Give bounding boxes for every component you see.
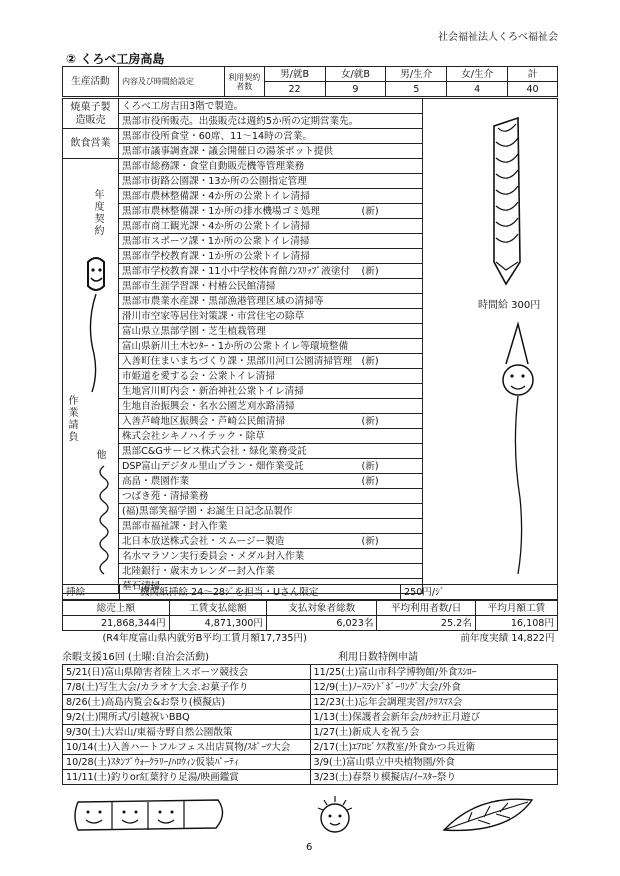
other-contract-label: 他 (94, 449, 105, 461)
annual-row (118, 369, 422, 384)
other-row (118, 504, 422, 519)
summary-value: 21,868,344円 (63, 616, 170, 631)
leisure-right-item: 1/13(土)保護者会新年会/ｶﾗｵｹ正月遊び (310, 710, 558, 725)
annual-row-text: 富山県新川土木ｾﾝﾀｰ・1か所の公衆トイレ等環境整備 (121, 340, 349, 352)
other-row-text: 名水マラソン実行委員会・メダル封入作業 (121, 550, 305, 562)
other-row-text: DSP富山デジタル里山プラン・畑作業受託 (121, 460, 304, 472)
annual-row-text: 入善町住まいまちづくり課・黒部川河口公園清掃管理 (121, 355, 353, 367)
group-count: 22 (264, 82, 325, 97)
other-row-text: 墓石清掃 (121, 580, 161, 592)
summary-header: 総売上額 (63, 601, 170, 616)
leisure-right-item: 2/17(土)ｴｱﾛﾋﾞｸｽ教室/外食かつ兵近衛 (310, 740, 558, 755)
new-tag: (新) (361, 415, 379, 427)
other-row-text: 北日本放送株式会社・スムージー製造 (121, 535, 285, 547)
annual-row-text: 滑川市空家等居住対策課・市営住宅の除草 (121, 310, 305, 322)
annual-row-text: 生地宮川町内会・新治神社公衆トイレ清掃 (121, 385, 304, 397)
group-count: 40 (508, 82, 558, 97)
summary-note-left: (R4年度富山県内就労B平均工賃月額17,735円) (102, 632, 307, 644)
summary-value: 25.2名 (377, 616, 475, 631)
annual-row-text: 黒部市農業水産課・黒部漁港管理区域の清掃等 (121, 295, 324, 307)
other-row (118, 549, 422, 564)
annual-row-text: 黒部市学校教育課・1か所の公衆トイレ清掃 (121, 250, 310, 262)
leisure-left-item: 5/21(日)富山県障害者陸上スポーツ競技会 (63, 665, 311, 680)
other-row (118, 474, 422, 489)
other-row (118, 534, 422, 549)
leisure-left-item: 9/30(土)大岩山/東福寺野自然公園散策 (63, 725, 311, 740)
annual-row (118, 339, 422, 354)
annual-row-text: 黒部市スポーツ課・1か所の公衆トイレ清掃 (121, 235, 310, 247)
other-row-text: つばき苑・清掃業務 (121, 490, 209, 502)
summary-header: 工賃支払総額 (169, 601, 266, 616)
hourly-wage-note: 時間給 300円 (478, 300, 541, 311)
new-tag: (新) (361, 205, 379, 217)
food-row: 黒部市役所食堂・60席、11～14時の営業。 (118, 129, 422, 144)
new-tag: (新) (361, 460, 379, 472)
annual-row (118, 264, 422, 279)
group-count: 9 (325, 82, 386, 97)
other-row-text: 北陸銀行・歳末カレンダー封入作業 (121, 565, 275, 577)
leisure-left-item: 9/2(土)開所式/引越祝いBBQ (63, 710, 311, 725)
other-row (118, 564, 422, 579)
head-content: 内容及び時間給設定 (118, 67, 224, 97)
party-hat-face-drawing (492, 318, 542, 578)
leisure-title: 余暇支援16回 (土曜:自治会活動) (62, 652, 210, 663)
annual-row (118, 159, 422, 174)
summary-header: 支払対象者総数 (267, 601, 377, 616)
summary-note-right: 前年度実績 14,822円 (460, 632, 555, 644)
food-row: 黒部市議事調査課・議会開催日の湯茶ポット提供 (118, 144, 422, 159)
summary-header: 平均利用者数/日 (377, 601, 475, 616)
face-drawing (82, 254, 112, 394)
leisure-left-item: 10/28(土)ｽﾀﾝﾌﾟｳｫｰｸﾗﾘｰ/ﾊﾛｳｨﾝ仮装ﾊﾟｰﾃｨ (63, 755, 311, 770)
annual-row (118, 414, 422, 429)
other-row (118, 459, 422, 474)
annual-row (118, 234, 422, 249)
leisure-left-item: 11/11(土)釣りor紅葉狩り足湯/映画鑑賞 (63, 770, 311, 785)
work-label: 作業請負 (66, 395, 77, 443)
packing-text: 機関紙挿絵 24～28ｼﾞを担当・Uさん限定 (120, 585, 401, 600)
summary-header: 平均月額工賃 (475, 601, 557, 616)
annual-row (118, 429, 422, 444)
other-row-text: 黒部市福祉課・封入作業 (121, 520, 228, 532)
new-tag: (新) (361, 535, 379, 547)
annual-row (118, 399, 422, 414)
annual-row-text: 富山県立黒部学園・芝生植栽管理 (121, 325, 266, 337)
annual-row (118, 249, 422, 264)
leisure-right-item: 12/9(土)ﾉｰｽﾗﾝﾄﾞﾎﾞｰﾘﾝｸﾞ大会/外食 (310, 680, 558, 695)
annual-row-text: 黒部市街路公園課・13か所の公園指定管理 (121, 175, 307, 187)
packing-value: 250円/ｼﾞ (401, 585, 558, 600)
annual-row (118, 384, 422, 399)
packing-label: 挿絵 (63, 585, 120, 600)
summary-value: 4,871,300円 (169, 616, 266, 631)
annual-row (118, 294, 422, 309)
annual-row-text: 黒部市生涯学習課・村椿公民館清掃 (121, 280, 276, 292)
group-label: 男/生介 (386, 67, 447, 82)
caterpillar-drawing (72, 794, 232, 840)
annual-row-text: 黒部市総務課・食堂自動販売機等管理業務 (121, 160, 305, 172)
annual-row-text: 株式会社シキノハイテック・除草 (121, 430, 265, 442)
annual-row-text: 生地自治振興会・名水公園芝刈水路清掃 (121, 400, 295, 412)
annual-contract-label: 年度契約 (92, 189, 103, 237)
leisure-title-right: 利用日数特例申請 (338, 652, 418, 663)
group-count: 5 (386, 82, 447, 97)
spiral-drawing (92, 464, 116, 584)
new-tag: (新) (361, 475, 379, 487)
annual-row (118, 219, 422, 234)
annual-row (118, 204, 422, 219)
annual-row (118, 279, 422, 294)
pencil-drawing (476, 112, 536, 292)
leisure-left-item: 8/26(土)高島内覧会&お祭り(模擬店) (63, 695, 311, 710)
bakery-row: くろべ工房吉田3階で製造。 (118, 99, 422, 114)
leaf-drawing (438, 794, 538, 838)
other-row (118, 489, 422, 504)
leisure-left-item: 10/14(土)入善ハートフルフェス出店買物/ｽﾎﾟｰﾂ大会 (63, 740, 311, 755)
leisure-table (62, 664, 558, 785)
annual-row (118, 324, 422, 339)
leisure-right-item: 11/25(土)富山市科学博物館/外食ｽｼﾛｰ (310, 665, 558, 680)
leisure-right-item: 1/27(土)新成人を祝う会 (310, 725, 558, 740)
annual-row-text: 黒部市農林整備課・1か所の排水機場ゴミ処理 (121, 205, 320, 217)
new-tag: (新) (361, 265, 379, 277)
leisure-left-item: 7/8(土)写生大会/カラオケ大会.お菓子作り (63, 680, 311, 695)
annual-row (118, 174, 422, 189)
other-row (118, 444, 422, 459)
head-activity: 生産活動 (63, 67, 119, 97)
food-label: 飲食営業 (63, 129, 119, 159)
head-contract-count: 利用契約者数 (224, 67, 264, 97)
annual-row-text: 入善芦崎地区振興会・芦崎公民館清掃 (121, 415, 286, 427)
annual-row-text: 黒部市商工観光課・4か所の公衆トイレ清掃 (121, 220, 310, 232)
other-row-text: 黒部C&Gサービス株式会社・緑化業務受託 (121, 445, 307, 457)
leisure-right-item: 3/23(土)春祭り模擬店/ｲｰｽﾀｰ祭り (310, 770, 558, 785)
production-activity-table (62, 66, 558, 97)
other-row-text: (福)黒部笑福学園・お誕生日記念品製作 (121, 505, 293, 517)
group-label: 計 (508, 67, 558, 82)
leisure-right-item: 3/9(土)富山県立中央植物園/外食 (310, 755, 558, 770)
group-label: 男/就B (264, 67, 325, 82)
group-count: 4 (447, 82, 508, 97)
annual-row (118, 189, 422, 204)
annual-row (118, 354, 422, 369)
annual-row-text: 黒部市学校教育課・11小中学校体育館ﾉﾝｽﾘｯﾌﾟ液塗付 (121, 265, 351, 277)
group-label: 女/生介 (447, 67, 508, 82)
annual-row-text: 黒部市農林整備課・4か所の公衆トイレ清掃 (121, 190, 310, 202)
group-label: 女/就B (325, 67, 386, 82)
annual-row (118, 309, 422, 324)
organization-name: 社会福祉法人くろべ福祉会 (438, 32, 558, 43)
summary-value: 16,108円 (475, 616, 557, 631)
summary-table (62, 600, 558, 645)
summary-value: 6,023名 (267, 616, 377, 631)
bakery-label: 焼菓子製造販売 (63, 99, 119, 129)
page-number: 6 (306, 842, 313, 853)
other-row (118, 519, 422, 534)
new-tag: (新) (361, 355, 379, 367)
other-row-text: 高畠・農園作業 (121, 475, 190, 487)
illustration-fee-row (62, 584, 558, 600)
leisure-right-item: 12/23(土)忘年会調理実習/ｸﾘｽﾏｽ会 (310, 695, 558, 710)
sun-face-drawing (310, 792, 360, 838)
bakery-row: 黒部市役所販売。出張販売は週約5か所の定期営業先。 (118, 114, 422, 129)
section-title: ② くろベ工房高島 (66, 52, 165, 66)
annual-row-text: 市姫道を愛する会・公衆トイレ清掃 (121, 370, 275, 382)
